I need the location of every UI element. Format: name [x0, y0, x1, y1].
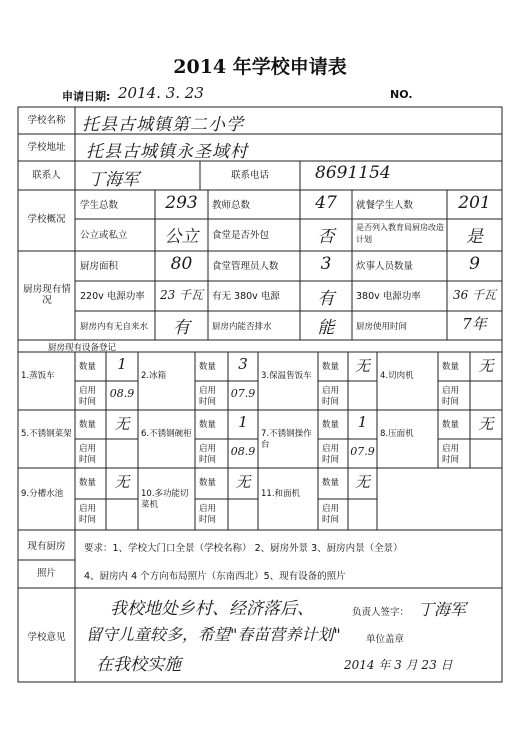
equipment-name: 11.和面机	[261, 489, 301, 499]
equipment-date-label: 启用时间	[79, 504, 97, 525]
kitchen-area-value: 80	[170, 254, 193, 274]
power-380v-label: 380v 电源功率	[356, 291, 421, 302]
opinion-text-line2: 留守儿童较多，希望"春苗营养计划"	[86, 625, 341, 644]
equipment-name: 4.切肉机	[380, 371, 414, 381]
contact-value: 丁海军	[88, 170, 139, 190]
opinion-text-line3: 在我校实施	[96, 655, 181, 675]
outsourced-value: 否	[317, 227, 335, 247]
kitchen-years-value: 7年	[462, 315, 487, 333]
equipment-qty-value: 3	[238, 355, 248, 373]
power-220v-label: 220v 电源功率	[80, 291, 145, 302]
equipment-qty-label: 数量	[322, 420, 340, 430]
signer-label: 负责人签字：	[352, 607, 410, 618]
drainage-value: 能	[317, 318, 335, 338]
school-name-label: 学校名称	[27, 115, 66, 126]
date-value: 2014. 3. 23	[118, 84, 204, 102]
equipment-qty-label: 数量	[79, 420, 97, 430]
equipment-qty-value: 无	[354, 357, 370, 375]
equipment-qty-label: 数量	[442, 362, 460, 372]
sign-date: 2014 年 3 月 23 日	[344, 658, 453, 672]
equipment-qty-value: 无	[235, 473, 251, 491]
equipment-name: 2.冰箱	[141, 371, 167, 381]
equipment-qty-label: 数量	[199, 420, 217, 430]
signer-value: 丁海军	[418, 600, 467, 619]
equipment-qty-label: 数量	[199, 478, 217, 488]
equipment-name: 8.压面机	[380, 429, 414, 439]
equipment-qty-label: 数量	[79, 478, 97, 488]
power-220v-value: 23 千瓦	[159, 288, 204, 302]
power-380v-value: 36 千瓦	[452, 288, 497, 302]
phone-value: 8691154	[315, 163, 391, 183]
equipment-date-value: 08.9	[109, 387, 135, 400]
photos-label-top: 现有厨房	[27, 541, 66, 552]
overview-section-label: 学校概况	[27, 214, 66, 225]
cooks-label: 炊事人员数量	[356, 261, 414, 272]
equipment-date-label: 启用时间	[199, 444, 217, 465]
page-title: 2014 年学校申请表	[173, 56, 347, 78]
contact-label: 联系人	[32, 170, 61, 181]
equipment-qty-value: 1	[238, 413, 248, 431]
equipment-qty-value: 无	[114, 473, 130, 491]
equipment-date-value: 07.9	[230, 387, 256, 400]
equipment-qty-value: 无	[354, 473, 370, 491]
tap-water-value: 有	[173, 318, 190, 338]
students-label: 学生总数	[80, 200, 119, 211]
renovation-plan-value: 是	[466, 227, 483, 247]
photos-label-bottom: 照片	[36, 568, 56, 579]
managers-value: 3	[320, 254, 332, 274]
equipment-qty-value: 无	[478, 357, 494, 375]
equipment-qty-label: 数量	[79, 362, 97, 372]
equipment-date-label: 启用时间	[199, 504, 217, 525]
ownership-value: 公立	[164, 227, 199, 247]
equipment-qty-value: 1	[117, 355, 127, 373]
equipment-date-value: 07.9	[350, 445, 375, 458]
equipment-name: 7.不锈钢操作台	[261, 429, 312, 450]
equipment-qty-label: 数量	[442, 420, 460, 430]
teachers-label: 教师总数	[212, 200, 251, 211]
equipment-name: 1.蒸饭车	[21, 371, 55, 381]
equipment-qty-value: 无	[114, 415, 130, 433]
kitchen-years-label: 厨房使用时间	[356, 322, 408, 332]
students-value: 293	[165, 193, 198, 213]
tap-water-label: 厨房内有无自来水	[80, 322, 149, 332]
outsourced-label: 食堂是否外包	[212, 230, 270, 241]
photo-requirements-line1: 要求：1、学校大门口全景（学校名称） 2、厨房外景 3、厨房内景（全景）	[84, 543, 403, 554]
serial-number-label: NO.	[390, 88, 413, 101]
equipment-name: 10.多功能切菜机	[141, 489, 189, 510]
equipment-qty-label: 数量	[199, 362, 217, 372]
equipment-qty-value: 1	[357, 413, 368, 431]
school-name-value: 托县古城镇第二小学	[82, 115, 244, 135]
dining-students-value: 201	[458, 193, 491, 213]
equipment-qty-label: 数量	[322, 362, 340, 372]
opinion-text-line1: 我校地处乡村、经济落后、	[110, 599, 314, 619]
school-address-value: 托县古城镇永圣域村	[86, 142, 248, 162]
equipment-date-label: 启用时间	[79, 386, 97, 407]
has-380v-value: 有	[317, 289, 335, 309]
opinion-label: 学校意见	[27, 632, 66, 643]
equipment-name: 3.保温售饭车	[261, 371, 312, 381]
equipment-qty-value: 无	[478, 415, 494, 433]
phone-label: 联系电话	[230, 170, 269, 181]
equipment-date-label: 启用时间	[442, 444, 460, 465]
managers-label: 食堂管理员人数	[212, 261, 279, 272]
school-address-label: 学校地址	[27, 142, 66, 153]
equipment-name: 6.不锈钢碗柜	[141, 429, 192, 439]
ownership-label: 公立或私立	[80, 230, 128, 241]
stamp-label: 单位盖章	[366, 634, 405, 645]
equipment-date-label: 启用时间	[442, 386, 460, 407]
equipment-date-label: 启用时间	[199, 386, 217, 407]
equipment-date-value: 08.9	[230, 445, 256, 458]
equipment-date-label: 启用时间	[79, 444, 97, 465]
equipment-date-label: 启用时间	[322, 386, 340, 407]
kitchen-section-label: 厨房现有情况	[23, 284, 71, 306]
kitchen-area-label: 厨房面积	[80, 261, 119, 272]
equipment-name: 9.分槽水池	[21, 489, 64, 499]
photo-requirements-line2: 4、厨房内 4 个方向布局照片（东南西北）5、现有设备的照片	[84, 571, 346, 582]
equipment-name: 5.不锈钢菜架	[21, 429, 72, 439]
cooks-value: 9	[469, 254, 480, 274]
renovation-plan-label: 是否列入教育局厨房改造计划	[356, 223, 444, 244]
has-380v-label: 有无 380v 电源	[212, 291, 280, 302]
drainage-label: 厨房内能否排水	[212, 322, 272, 332]
equipment-qty-label: 数量	[322, 478, 340, 488]
teachers-value: 47	[315, 193, 337, 213]
dining-students-label: 就餐学生人数	[356, 200, 414, 211]
date-label: 申请日期:	[62, 90, 111, 103]
equipment-date-label: 启用时间	[322, 504, 340, 525]
equipment-section-label: 厨房现有设备登记	[48, 343, 117, 353]
equipment-date-label: 启用时间	[322, 444, 340, 465]
